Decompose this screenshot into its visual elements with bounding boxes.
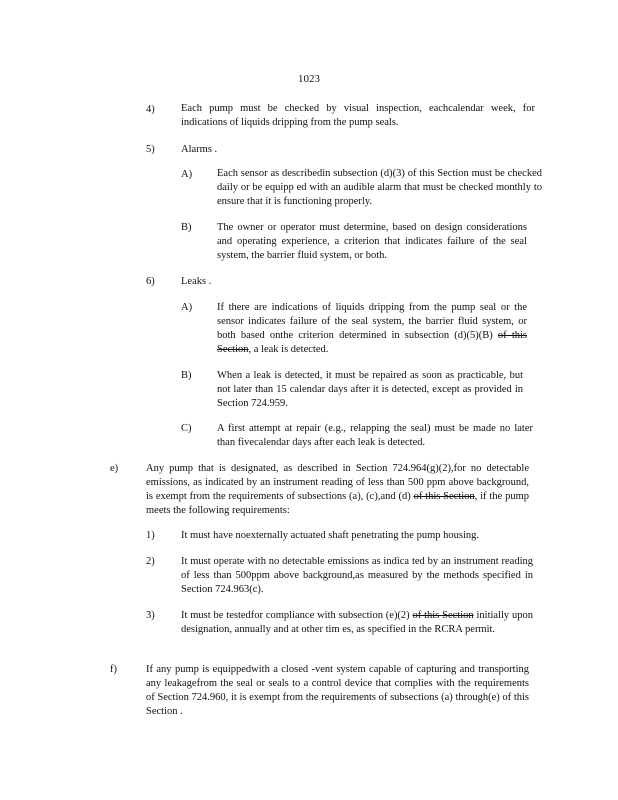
item-e-text: [146, 462, 529, 518]
item-6A-text-main: If there are indications of liquids dripping from the pump seal or the sensor indicates failure of the seal system, the barrier fluid system, or both based onthe criterion determined in subsection (d)(5)(B): [217, 302, 527, 341]
item-e-label: e): [110, 463, 119, 474]
item-6A-deleted-text: of this Section: [217, 330, 527, 355]
item-e3-text-end: initially upon designation, annually and at other tim es, as specified in the RCRA permit.: [181, 610, 534, 635]
item-4-text: Each pump must be checked by visual inspection, eachcalendar week, for indications of liquids dripping from the pump seals.: [181, 103, 535, 128]
item-e2-text: It must operate with no detectable emissions as indica ted by an instrument reading of less than 500ppm above background,as measured by the methods specified in Section 724.963(c).: [181, 556, 533, 595]
item-6-label: 6): [146, 276, 155, 287]
item-6A-label: A): [181, 302, 193, 313]
item-f-label: f): [110, 664, 117, 675]
item-5-label: 5): [146, 144, 155, 155]
item-e3-label: 3): [146, 610, 155, 621]
item-6A-text-end: , a leak is detected.: [248, 344, 329, 355]
page-number: 1023: [298, 73, 320, 85]
item-e-text-end: , if the pump meets the following requirements:: [146, 491, 529, 516]
item-6C-text: A first attempt at repair (e.g., relapping the seal) must be made no later than fivecalendar days after each leak is detected.: [217, 423, 533, 448]
item-5B-text: The owner or operator must determine, based on design considerations and operating experience, a criterion that indicates failure of the seal system, the barrier fluid system, or both.: [217, 222, 527, 261]
item-6-text: Leaks .: [181, 276, 212, 287]
item-e-deleted-text: of this Section: [413, 491, 475, 502]
item-6B-label: B): [181, 370, 192, 381]
item-5A-label: A): [181, 169, 193, 180]
item-e2-label: 2): [146, 556, 155, 567]
item-6B-text: When a leak is detected, it must be repaired as soon as practicable, but not later than 15 calendar days after it is detected, except as provided in Section 724.959.: [217, 370, 523, 409]
item-e1-text: It must have noexternally actuated shaft penetrating the pump housing.: [181, 530, 479, 541]
item-6A-text: [217, 301, 527, 357]
item-5A-text: Each sensor as describedin subsection (d)(3) of this Section must be checked daily or be equipp ed with an audible alarm that must be checked monthly to ensure that it is functioning properly.: [217, 168, 542, 207]
item-e-text-main: Any pump that is designated, as described in Section 724.964(g)(2),for no detectable emissions, as indicated by an instrument reading of less than 500 ppm above background, is exempt from the requirements of subsections (a), (c),and (d): [146, 463, 529, 502]
item-f-text: If any pump is equippedwith a closed -vent system capable of capturing and transporting any leakagefrom the seal or seals to a control device that complies with the requirements of Section 724.960, it is exempt from the requirements of subsections (a) through(e) of this Section .: [146, 664, 529, 717]
item-e3-text-main: It must be testedfor compliance with subsection (e)(2): [181, 610, 410, 621]
item-e3-deleted-text: of this Section: [412, 610, 474, 621]
item-e3-text: [181, 609, 533, 637]
item-5B-label: B): [181, 222, 192, 233]
item-5-text: Alarms .: [181, 144, 218, 155]
item-6C-label: C): [181, 423, 192, 434]
item-e1-label: 1): [146, 530, 155, 541]
item-4-label: 4): [146, 104, 155, 115]
